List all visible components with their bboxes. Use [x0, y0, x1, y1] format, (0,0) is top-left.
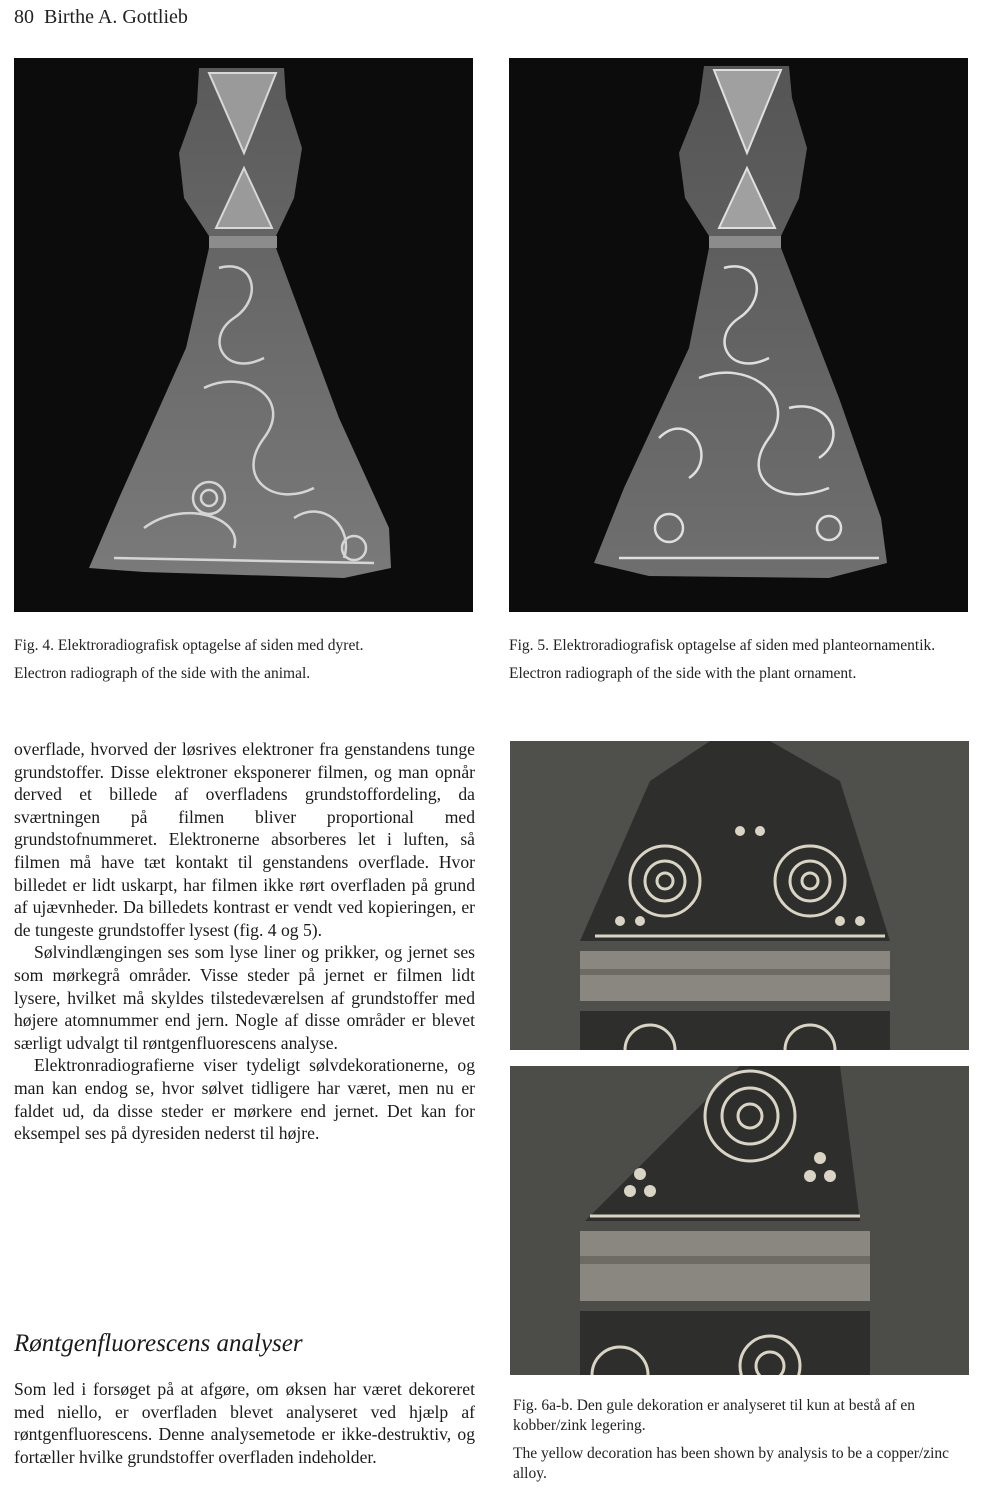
paragraph-3: Elektronradiografierne viser tydeligt sølvdekorationerne, og man kan endog se, hvor sølvet tidligere har været, men nu er faldet ud, da disse steder er mørkere end jernet. Det kan for eksempel ses på dyresiden nederst til højre.: [14, 1055, 475, 1144]
paragraph-1: overflade, hvorved der løsrives elektroner fra genstandens tunge grundstoffer. Disse elektroner eksponerer filmen, og man opnår derved et billede af overfladens grundstoffordeling, da sværtningen på filmen bliver proportional med grundstofnummeret. Elektronerne absorberes let i luften, så filmen må have tæt kontakt til genstandens overflade. Hvor billedet er lidt uskarpt, har filmen ikke rørt overfladen på grund af ujævnheder. Da billedets kontrast er vendt ved kopieringen, er de tungeste grundstoffer lysest (fig. 4 og 5).: [14, 739, 475, 940]
paragraph-2: Sølvindlængingen ses som lyse liner og prikker, og jernet ses som mørkegrå områder. Visse steder på jernet er filmen lidt lysere, hvilket må skyldes tilstedeværelsen af grundstoffer med højere atomnummer end jern. Nogle af disse områder er blevet særligt udvalgt til røntgenfluorescens analyse.: [14, 942, 475, 1053]
paragraph-4: Som led i forsøget på at afgøre, om øksen har været dekoreret med niello, er overfladen blevet analyseret ved hjælp af røntgenfluorescens. Denne analysemetode er ikke-destruktiv, og fortæller hvilke grundstoffer overfladen indeholder.: [14, 1379, 475, 1467]
fig5-radiograph-image: [509, 58, 968, 612]
fig4-caption-english: Electron radiograph of the side with the animal.: [14, 665, 311, 682]
fig5-caption: [509, 636, 969, 692]
fig6-caption-danish: Fig. 6a-b. Den gule dekoration er analyseret til kun at bestå af en kobber/zink legering.: [513, 1397, 916, 1434]
body-text-column: [14, 738, 475, 1145]
fig6-caption-english: The yellow decoration has been shown by analysis to be a copper/zinc alloy.: [513, 1445, 950, 1482]
fig4-caption-danish: Fig. 4. Elektroradiografisk optagelse af siden med dyret.: [14, 637, 364, 654]
fig5-caption-english: Electron radiograph of the side with the plant ornament.: [509, 665, 857, 682]
fig4-radiograph-image: [14, 58, 473, 612]
page-number: 80: [14, 6, 34, 28]
paragraph-4-block: [14, 1378, 475, 1468]
fig5-caption-danish: Fig. 5. Elektroradiografisk optagelse af siden med planteornamentik.: [509, 637, 936, 654]
fig6b-photo-image: [510, 1066, 969, 1375]
fig6-caption: [513, 1396, 969, 1492]
fig6a-photo-image: [510, 741, 969, 1050]
section-heading: Røntgenfluorescens analyser: [14, 1330, 303, 1357]
running-header: [14, 6, 188, 29]
author-name: Birthe A. Gottlieb: [44, 6, 188, 28]
fig4-caption: [14, 636, 474, 692]
